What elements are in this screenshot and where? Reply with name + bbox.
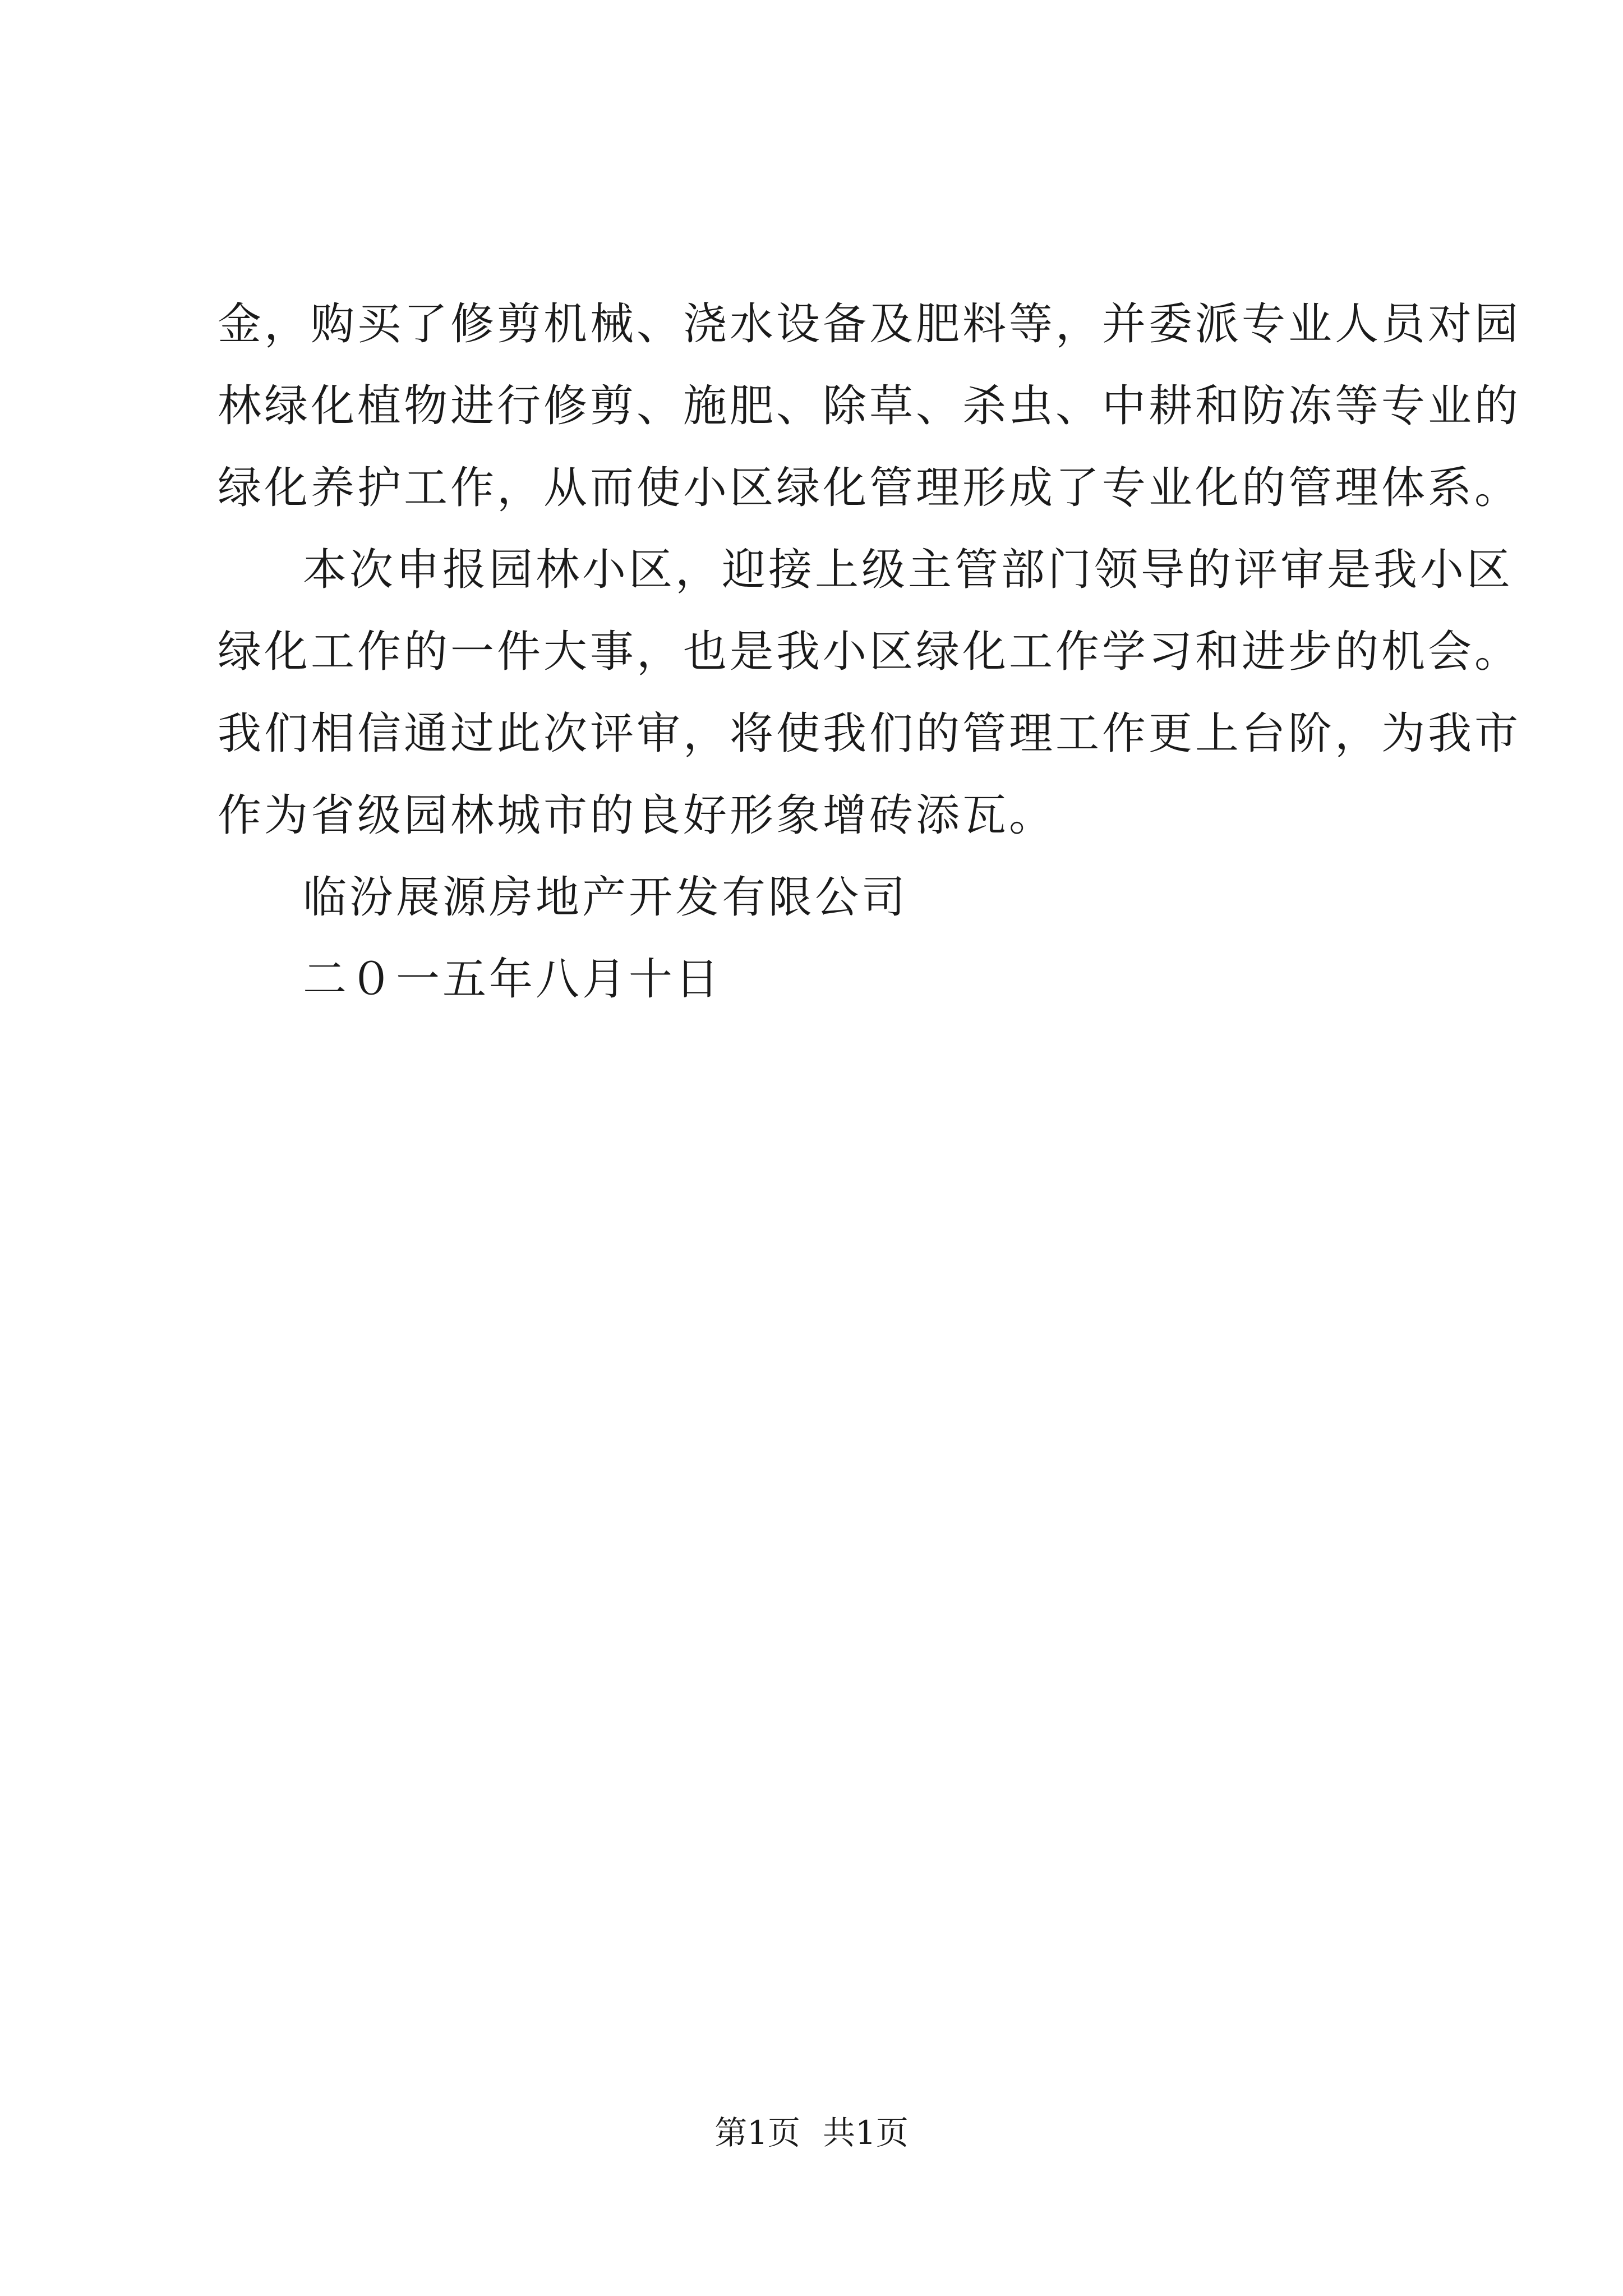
text-line: 金，购买了修剪机械、浇水设备及肥料等，并委派专业人员对园 [218, 299, 1521, 349]
document-body [218, 283, 1521, 1020]
text-line: 作为省级园林城市的良好形象增砖添瓦。 [218, 790, 1056, 841]
page-total: 共1页 [823, 2114, 909, 2152]
page-footer [0, 2110, 1623, 2155]
signature-date: 二０一五年八月十日 [303, 954, 722, 1005]
paragraph-2 [218, 529, 1521, 857]
paragraph-1 [218, 283, 1521, 529]
signature-block [218, 857, 1407, 1020]
text-line: 我们相信通过此次评审，将使我们的管理工作更上台阶，为我市 [218, 708, 1521, 759]
signature-company: 临汾展源房地产开发有限公司 [303, 872, 909, 923]
text-line: 绿化工作的一件大事，也是我小区绿化工作学习和进步的机会。 [218, 627, 1521, 677]
text-line: 林绿化植物进行修剪、施肥、除草、杀虫、中耕和防冻等专业的 [218, 381, 1521, 431]
text-line: 绿化养护工作，从而使小区绿化管理形成了专业化的管理体系。 [218, 463, 1521, 513]
text-line: 本次申报园林小区，迎接上级主管部门领导的评审是我小区 [303, 545, 1514, 595]
page-number: 第1页 [714, 2114, 800, 2152]
